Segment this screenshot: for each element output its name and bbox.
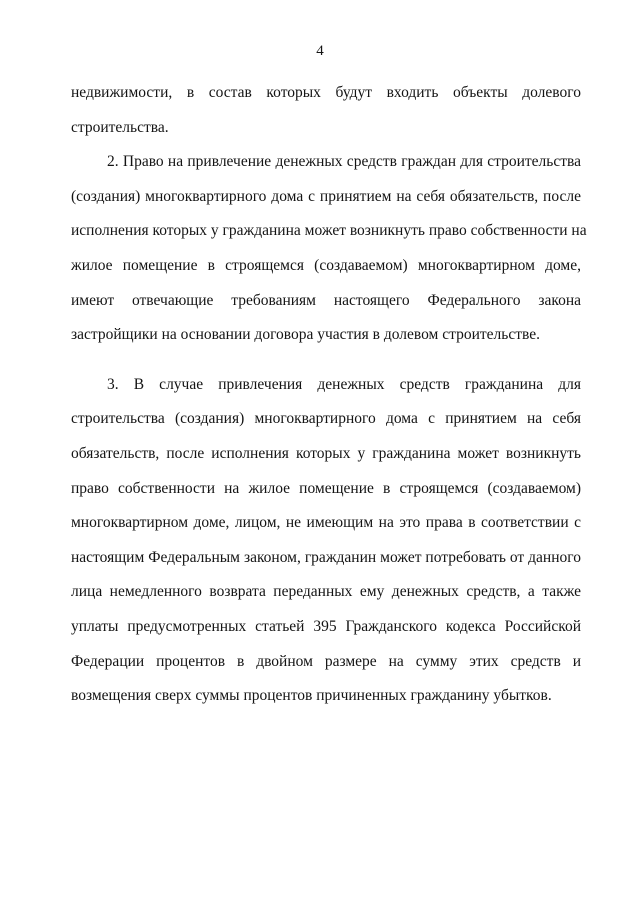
paragraph-line: застройщики на основании договора участия в долевом строительстве. (71, 326, 540, 344)
paragraph-line: строительства. (71, 118, 169, 136)
paragraph-line: строительства (создания) многоквартирного дома с принятием на себя (71, 410, 581, 428)
paragraph-line: возмещения сверх суммы процентов причиненных гражданину убытков. (71, 687, 552, 705)
paragraph-line: 2. Право на привлечение денежных средств граждан для строительства (107, 153, 581, 171)
paragraph-line: имеют отвечающие требованиям настоящего Федерального закона (71, 291, 581, 309)
paragraph-line: Федерации процентов в двойном размере на сумму этих средств и (71, 652, 581, 670)
paragraph-line: многоквартирном доме, лицом, не имеющим на это права в соответствии с (71, 514, 581, 532)
paragraph-3 (71, 368, 581, 714)
page-number: 4 (316, 43, 324, 59)
paragraph-line: 3. В случае привлечения денежных средств гражданина для (107, 375, 581, 393)
paragraph-line: настоящим Федеральным законом, гражданин может потребовать от данного (71, 548, 581, 566)
paragraph-line: исполнения которых у гражданина может возникнуть право собственности на (71, 222, 587, 240)
paragraph-line: обязательств, после исполнения которых у гражданина может возникнуть (71, 444, 581, 462)
document-body (71, 76, 587, 714)
paragraph-1 (71, 76, 581, 145)
paragraph-line: жилое помещение в строящемся (создаваемом) многоквартирном доме, (71, 256, 581, 274)
paragraph-line: недвижимости, в состав которых будут входить объекты долевого (71, 84, 581, 101)
paragraph-line: уплаты предусмотренных статьей 395 Гражданского кодекса Российской (71, 617, 581, 635)
paragraph-line: лица немедленного возврата переданных ему денежных средств, а также (71, 583, 581, 601)
paragraph-line: право собственности на жилое помещение в строящемся (создаваемом) (71, 479, 581, 497)
paragraph-2 (71, 145, 587, 353)
paragraph-line: (создания) многоквартирного дома с принятием на себя обязательств, после (71, 187, 581, 205)
